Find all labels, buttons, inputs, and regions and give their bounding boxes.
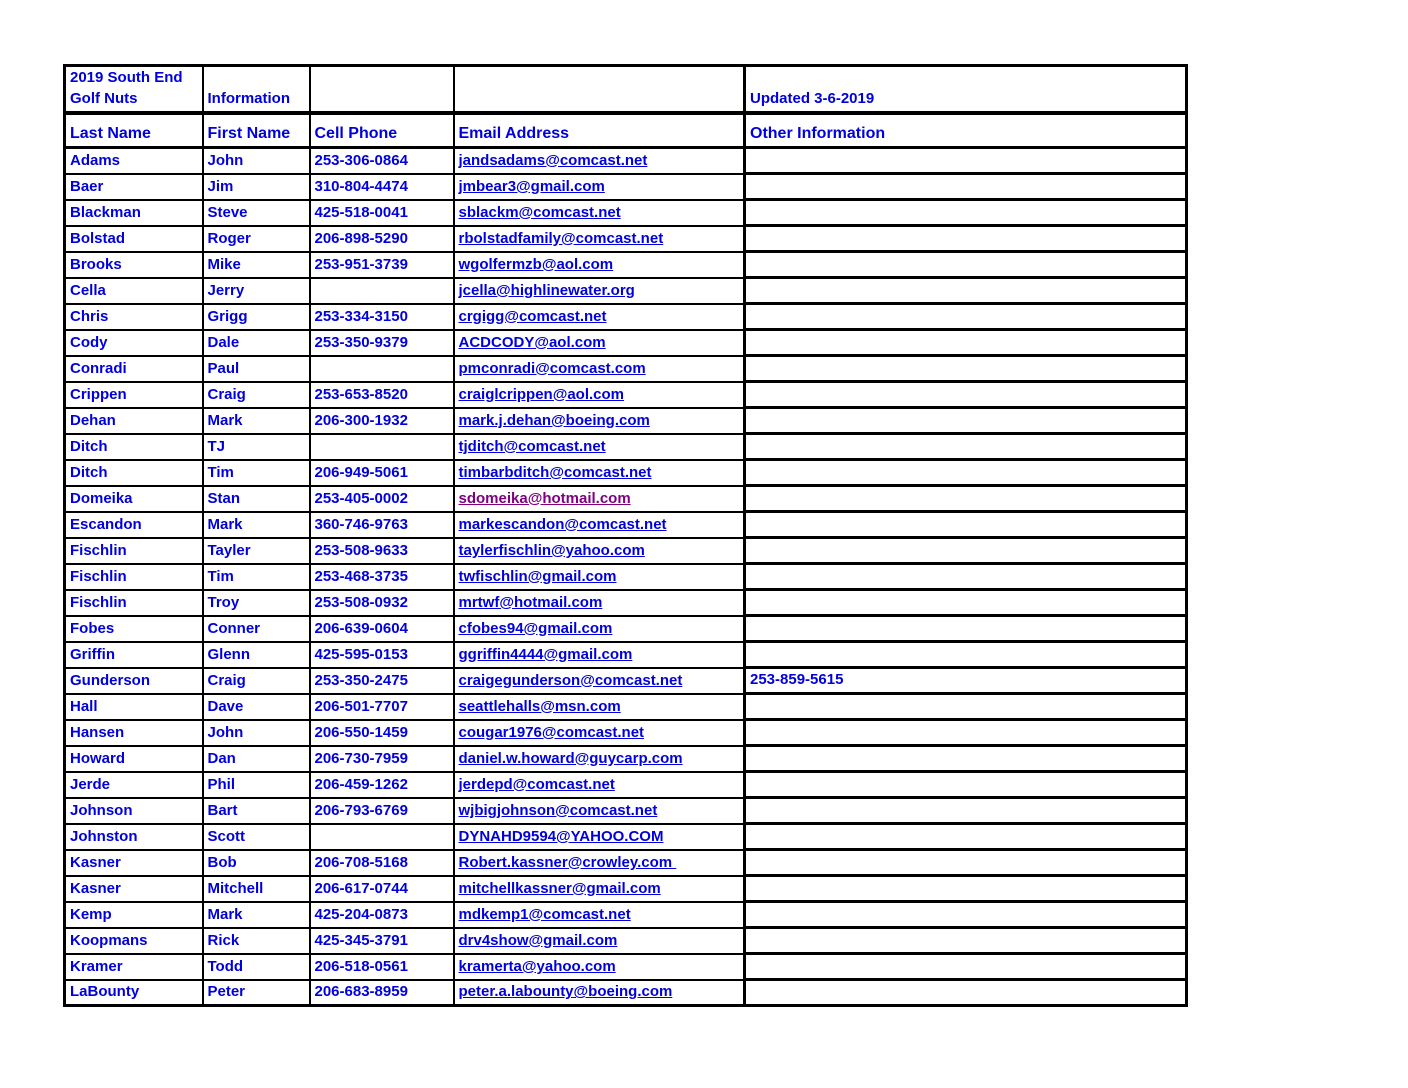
email-link[interactable]: craigegunderson@comcast.net xyxy=(458,671,683,689)
email-link[interactable]: DYNAHD9594@YAHOO.COM xyxy=(458,827,664,845)
cell-phone-cell: 206-793-6769 xyxy=(310,798,454,824)
cell-phone-cell xyxy=(310,824,454,850)
cell-phone-cell: 253-334-3150 xyxy=(310,304,454,330)
email-link[interactable]: kramerta@yahoo.com xyxy=(458,957,616,975)
other-info-cell xyxy=(745,590,1187,616)
table-row xyxy=(65,694,1187,720)
other-info-cell xyxy=(745,746,1187,772)
last-name-cell: Crippen xyxy=(65,382,203,408)
last-name-cell: Blackman xyxy=(65,200,203,226)
table-row xyxy=(65,876,1187,902)
last-name-cell: Kemp xyxy=(65,902,203,928)
other-info-cell xyxy=(745,694,1187,720)
other-info-cell xyxy=(745,252,1187,278)
other-info-cell xyxy=(745,772,1187,798)
cell-phone-cell: 206-518-0561 xyxy=(310,954,454,980)
email-cell xyxy=(454,148,745,174)
other-info-cell xyxy=(745,486,1187,512)
email-link[interactable]: Robert.kassner@crowley.com xyxy=(458,853,677,871)
email-link[interactable]: jcella@highlinewater.org xyxy=(458,281,635,299)
table-row xyxy=(65,252,1187,278)
other-info-cell xyxy=(745,616,1187,642)
other-info-cell xyxy=(745,226,1187,252)
table-row xyxy=(65,590,1187,616)
table-row xyxy=(65,980,1187,1006)
last-name-cell: Fischlin xyxy=(65,590,203,616)
title-row xyxy=(65,66,1187,114)
last-name-cell: Baer xyxy=(65,174,203,200)
email-link[interactable]: seattlehalls@msn.com xyxy=(458,697,621,715)
first-name-cell: Mark xyxy=(203,512,310,538)
email-link[interactable]: taylerfischlin@yahoo.com xyxy=(458,541,645,559)
table-row xyxy=(65,382,1187,408)
table-row xyxy=(65,538,1187,564)
cell-phone-cell: 206-639-0604 xyxy=(310,616,454,642)
first-name-cell: Tayler xyxy=(203,538,310,564)
cell-phone-cell: 206-949-5061 xyxy=(310,460,454,486)
email-link[interactable]: craiglcrippen@aol.com xyxy=(458,385,625,403)
email-cell xyxy=(454,538,745,564)
last-name-cell: Koopmans xyxy=(65,928,203,954)
roster-body xyxy=(65,148,1187,1006)
email-cell xyxy=(454,278,745,304)
email-cell xyxy=(454,226,745,252)
last-name-cell: Ditch xyxy=(65,434,203,460)
first-name-cell: Jim xyxy=(203,174,310,200)
first-name-cell: Roger xyxy=(203,226,310,252)
table-row xyxy=(65,850,1187,876)
first-name-cell: Tim xyxy=(203,460,310,486)
email-link[interactable]: ACDCODY@aol.com xyxy=(458,333,606,351)
cell-phone-cell: 360-746-9763 xyxy=(310,512,454,538)
email-link[interactable]: wjbigjohnson@comcast.net xyxy=(458,801,658,819)
table-row xyxy=(65,512,1187,538)
last-name-cell: Howard xyxy=(65,746,203,772)
last-name-cell: Brooks xyxy=(65,252,203,278)
email-cell xyxy=(454,382,745,408)
last-name-cell: Adams xyxy=(65,148,203,174)
cell-phone-cell: 253-468-3735 xyxy=(310,564,454,590)
other-info-cell xyxy=(745,434,1187,460)
first-name-cell: Dale xyxy=(203,330,310,356)
table-row xyxy=(65,278,1187,304)
email-cell xyxy=(454,486,745,512)
last-name-cell: Hall xyxy=(65,694,203,720)
email-cell xyxy=(454,876,745,902)
first-name-cell: Scott xyxy=(203,824,310,850)
email-cell xyxy=(454,408,745,434)
other-info-cell xyxy=(745,408,1187,434)
table-row xyxy=(65,434,1187,460)
cell-phone-cell xyxy=(310,434,454,460)
table-row xyxy=(65,954,1187,980)
other-info-cell xyxy=(745,902,1187,928)
email-link[interactable]: sblackm@comcast.net xyxy=(458,203,621,221)
first-name-cell: Todd xyxy=(203,954,310,980)
last-name-cell: Kasner xyxy=(65,850,203,876)
other-info-cell xyxy=(745,382,1187,408)
email-link[interactable]: jerdepd@comcast.net xyxy=(458,775,615,793)
table-row xyxy=(65,226,1187,252)
first-name-cell: Mike xyxy=(203,252,310,278)
email-link[interactable]: crgigg@comcast.net xyxy=(458,307,607,325)
email-link[interactable]: drv4show@gmail.com xyxy=(458,931,618,949)
other-info-cell xyxy=(745,278,1187,304)
cell-phone-cell: 206-683-8959 xyxy=(310,980,454,1006)
cell-phone-cell: 425-595-0153 xyxy=(310,642,454,668)
email-link[interactable]: mark.j.dehan@boeing.com xyxy=(458,411,650,429)
column-header-last-name: Last Name xyxy=(65,113,203,148)
first-name-cell: TJ xyxy=(203,434,310,460)
last-name-cell: Johnston xyxy=(65,824,203,850)
first-name-cell: Mark xyxy=(203,408,310,434)
first-name-cell: Grigg xyxy=(203,304,310,330)
first-name-cell: Rick xyxy=(203,928,310,954)
first-name-cell: Craig xyxy=(203,668,310,694)
last-name-cell: Fischlin xyxy=(65,564,203,590)
email-link[interactable]: rbolstadfamily@comcast.net xyxy=(458,229,664,247)
cell-phone-cell: 253-653-8520 xyxy=(310,382,454,408)
last-name-cell: Kramer xyxy=(65,954,203,980)
cell-phone-cell: 206-730-7959 xyxy=(310,746,454,772)
column-header-cell-phone: Cell Phone xyxy=(310,113,454,148)
table-row xyxy=(65,564,1187,590)
email-cell xyxy=(454,616,745,642)
last-name-cell: Cella xyxy=(65,278,203,304)
other-info-cell xyxy=(745,512,1187,538)
last-name-cell: Jerde xyxy=(65,772,203,798)
first-name-cell: Craig xyxy=(203,382,310,408)
first-name-cell: Stan xyxy=(203,486,310,512)
cell-phone-cell: 206-459-1262 xyxy=(310,772,454,798)
email-cell xyxy=(454,590,745,616)
other-info-cell xyxy=(745,798,1187,824)
other-info-cell xyxy=(745,928,1187,954)
table-row xyxy=(65,356,1187,382)
contact-roster-table xyxy=(63,64,1188,1007)
email-link[interactable]: jandsadams@comcast.net xyxy=(458,151,648,169)
email-cell xyxy=(454,304,745,330)
last-name-cell: LaBounty xyxy=(65,980,203,1006)
column-header-email: Email Address xyxy=(454,113,745,148)
other-info-cell xyxy=(745,824,1187,850)
cell-phone-cell: 206-550-1459 xyxy=(310,720,454,746)
table-row xyxy=(65,642,1187,668)
last-name-cell: Johnson xyxy=(65,798,203,824)
first-name-cell: Peter xyxy=(203,980,310,1006)
workbook-subtitle: Information xyxy=(203,66,310,114)
cell-phone-cell: 310-804-4474 xyxy=(310,174,454,200)
other-info-cell xyxy=(745,538,1187,564)
cell-phone-cell: 253-951-3739 xyxy=(310,252,454,278)
email-cell xyxy=(454,850,745,876)
email-cell xyxy=(454,564,745,590)
updated-date-label: Updated 3-6-2019 xyxy=(745,66,1187,114)
email-link[interactable]: mdkemp1@comcast.net xyxy=(458,905,631,923)
cell-phone-cell xyxy=(310,356,454,382)
first-name-cell: Mitchell xyxy=(203,876,310,902)
last-name-cell: Gunderson xyxy=(65,668,203,694)
email-cell xyxy=(454,668,745,694)
email-cell xyxy=(454,252,745,278)
table-row xyxy=(65,408,1187,434)
email-link[interactable]: cfobes94@gmail.com xyxy=(458,619,613,637)
last-name-cell: Dehan xyxy=(65,408,203,434)
other-info-cell xyxy=(745,148,1187,174)
first-name-cell: Steve xyxy=(203,200,310,226)
first-name-cell: John xyxy=(203,720,310,746)
email-cell xyxy=(454,720,745,746)
email-link[interactable]: ggriffin4444@gmail.com xyxy=(458,645,633,663)
last-name-cell: Kasner xyxy=(65,876,203,902)
first-name-cell: Bob xyxy=(203,850,310,876)
table-row xyxy=(65,148,1187,174)
other-info-cell xyxy=(745,564,1187,590)
email-cell xyxy=(454,200,745,226)
last-name-cell: Chris xyxy=(65,304,203,330)
cell-phone-cell: 425-518-0041 xyxy=(310,200,454,226)
other-info-cell xyxy=(745,356,1187,382)
last-name-cell: Bolstad xyxy=(65,226,203,252)
column-header-row xyxy=(65,113,1187,148)
other-info-cell xyxy=(745,954,1187,980)
cell-phone-cell: 206-300-1932 xyxy=(310,408,454,434)
last-name-cell: Fobes xyxy=(65,616,203,642)
first-name-cell: Troy xyxy=(203,590,310,616)
last-name-cell: Domeika xyxy=(65,486,203,512)
last-name-cell: Conradi xyxy=(65,356,203,382)
email-link[interactable]: sdomeika@hotmail.com xyxy=(458,489,631,507)
other-info-cell: 253-859-5615 xyxy=(745,668,1187,694)
last-name-cell: Ditch xyxy=(65,460,203,486)
other-info-cell xyxy=(745,980,1187,1006)
empty-title-cell xyxy=(454,66,745,114)
table-row xyxy=(65,824,1187,850)
email-link[interactable]: twfischlin@gmail.com xyxy=(458,567,617,585)
email-cell xyxy=(454,928,745,954)
first-name-cell: Mark xyxy=(203,902,310,928)
email-link[interactable]: timbarbditch@comcast.net xyxy=(458,463,652,481)
other-info-cell xyxy=(745,642,1187,668)
last-name-cell: Fischlin xyxy=(65,538,203,564)
table-row xyxy=(65,200,1187,226)
other-info-cell xyxy=(745,850,1187,876)
email-link[interactable]: tjditch@comcast.net xyxy=(458,437,606,455)
cell-phone-cell: 206-501-7707 xyxy=(310,694,454,720)
email-cell xyxy=(454,512,745,538)
table-row xyxy=(65,330,1187,356)
spreadsheet xyxy=(63,64,1188,1007)
other-info-cell xyxy=(745,174,1187,200)
email-cell xyxy=(454,330,745,356)
first-name-cell: Paul xyxy=(203,356,310,382)
cell-phone-cell xyxy=(310,278,454,304)
email-link[interactable]: cougar1976@comcast.net xyxy=(458,723,645,741)
other-info-cell xyxy=(745,720,1187,746)
table-row xyxy=(65,460,1187,486)
table-row xyxy=(65,720,1187,746)
email-cell xyxy=(454,642,745,668)
other-info-cell xyxy=(745,460,1187,486)
table-row xyxy=(65,798,1187,824)
other-info-cell xyxy=(745,876,1187,902)
cell-phone-cell: 253-306-0864 xyxy=(310,148,454,174)
last-name-cell: Hansen xyxy=(65,720,203,746)
first-name-cell: John xyxy=(203,148,310,174)
cell-phone-cell: 206-708-5168 xyxy=(310,850,454,876)
cell-phone-cell: 425-345-3791 xyxy=(310,928,454,954)
other-info-cell xyxy=(745,200,1187,226)
email-link[interactable]: wgolfermzb@aol.com xyxy=(458,255,614,273)
empty-title-cell xyxy=(310,66,454,114)
first-name-cell: Jerry xyxy=(203,278,310,304)
first-name-cell: Glenn xyxy=(203,642,310,668)
first-name-cell: Phil xyxy=(203,772,310,798)
email-cell xyxy=(454,356,745,382)
email-link[interactable]: mitchellkassner@gmail.com xyxy=(458,879,661,897)
table-row xyxy=(65,772,1187,798)
email-link[interactable]: jmbear3@gmail.com xyxy=(458,177,605,195)
email-link[interactable]: peter.a.labounty@boeing.com xyxy=(458,983,673,1001)
first-name-cell: Conner xyxy=(203,616,310,642)
cell-phone-cell: 253-405-0002 xyxy=(310,486,454,512)
table-row xyxy=(65,486,1187,512)
last-name-cell: Escandon xyxy=(65,512,203,538)
email-cell xyxy=(454,980,745,1006)
email-cell xyxy=(454,460,745,486)
email-link[interactable]: markescandon@comcast.net xyxy=(458,515,667,533)
other-info-cell xyxy=(745,330,1187,356)
email-cell xyxy=(454,902,745,928)
email-cell xyxy=(454,174,745,200)
first-name-cell: Tim xyxy=(203,564,310,590)
table-row xyxy=(65,616,1187,642)
email-cell xyxy=(454,694,745,720)
cell-phone-cell: 253-508-0932 xyxy=(310,590,454,616)
last-name-cell: Cody xyxy=(65,330,203,356)
cell-phone-cell: 425-204-0873 xyxy=(310,902,454,928)
cell-phone-cell: 253-508-9633 xyxy=(310,538,454,564)
cell-phone-cell: 206-898-5290 xyxy=(310,226,454,252)
email-cell xyxy=(454,824,745,850)
email-link[interactable]: daniel.w.howard@guycarp.com xyxy=(458,749,683,767)
last-name-cell: Griffin xyxy=(65,642,203,668)
cell-phone-cell: 206-617-0744 xyxy=(310,876,454,902)
table-row xyxy=(65,668,1187,694)
email-cell xyxy=(454,434,745,460)
email-link[interactable]: pmconradi@comcast.com xyxy=(458,359,646,377)
email-cell xyxy=(454,772,745,798)
table-row xyxy=(65,902,1187,928)
first-name-cell: Dan xyxy=(203,746,310,772)
column-header-other-info: Other Information xyxy=(745,113,1187,148)
first-name-cell: Bart xyxy=(203,798,310,824)
cell-phone-cell: 253-350-2475 xyxy=(310,668,454,694)
table-row xyxy=(65,304,1187,330)
table-row xyxy=(65,174,1187,200)
other-info-cell xyxy=(745,304,1187,330)
email-cell xyxy=(454,798,745,824)
first-name-cell: Dave xyxy=(203,694,310,720)
cell-phone-cell: 253-350-9379 xyxy=(310,330,454,356)
email-link[interactable]: mrtwf@hotmail.com xyxy=(458,593,603,611)
table-row xyxy=(65,746,1187,772)
email-cell xyxy=(454,954,745,980)
workbook-title: 2019 South End Golf Nuts xyxy=(65,66,203,114)
table-row xyxy=(65,928,1187,954)
column-header-first-name: First Name xyxy=(203,113,310,148)
email-cell xyxy=(454,746,745,772)
